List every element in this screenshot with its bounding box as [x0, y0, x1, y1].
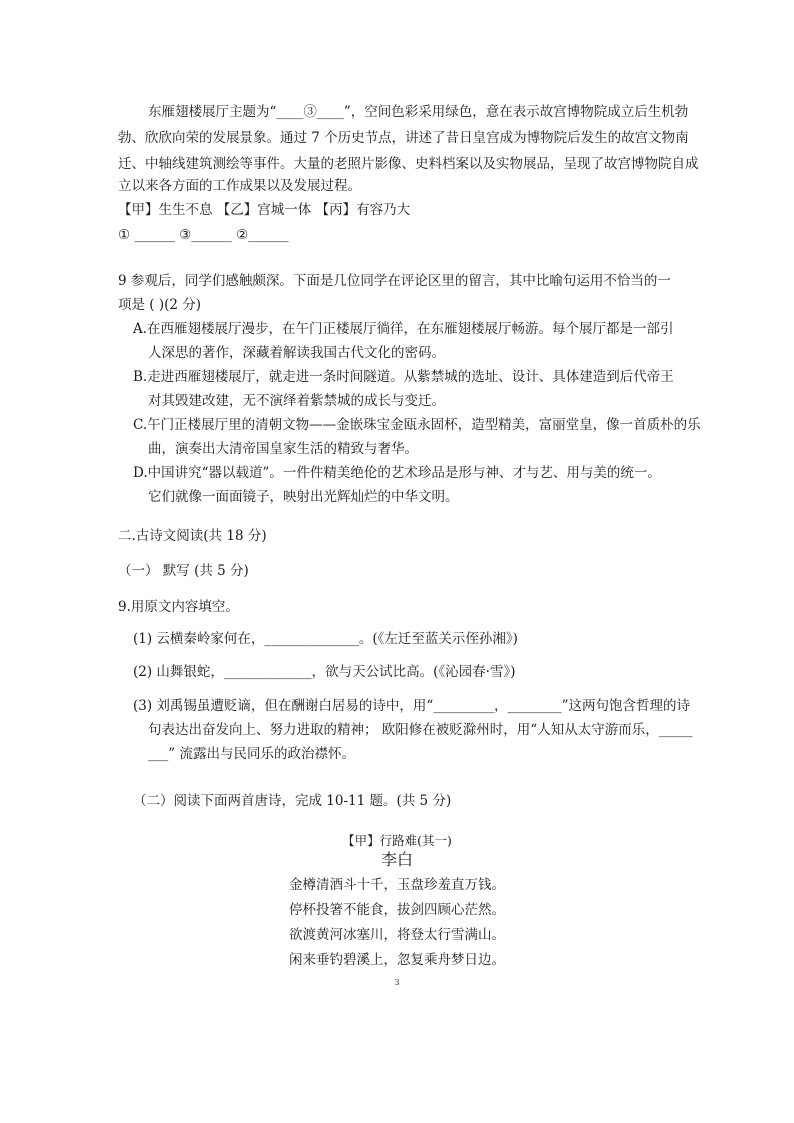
passage-line-4: 立以来各方面的工作成果以及发展过程。 [118, 178, 361, 194]
answer-blanks: ① ______ ③______ ②______ [118, 227, 289, 243]
poem-line: 金樽清酒斗十千，玉盘珍羞直万钱。 [289, 877, 505, 893]
poem-author: 李白 [380, 850, 413, 869]
q9-option-a-line-1: A.在西雁翅楼展厅漫步，在午门正楼展厅徜徉，在东雁翅楼展厅畅游。每个展厅都是一部引 [133, 321, 674, 337]
fill-item-3-line-1: (3) 刘禹锡虽遭贬谪，但在酬谢白居易的诗中，用“_________，________”这两句饱含哲理的诗 [133, 698, 690, 714]
fill-item-3-line-3: ___” 流露出与民同乐的政治襟怀。 [148, 746, 355, 762]
q9-option-d-line-1: D.中国讲究“器以载道”。一件件精美绝伦的艺术珍品是形与神、才与艺、用与美的统一。 [133, 465, 661, 481]
fill-item-3-line-2: 句表达出奋发向上、努力进取的精神； 欧阳修在被贬滁州时，用“人知从太守游而乐，_____ [148, 722, 693, 738]
passage-line-2: 勃、欣欣向荣的发展景象。通过 7 个历史节点，讲述了昔日皇宫成为博物院后发生的故宫文物南 [118, 130, 689, 146]
fill-item-2: (2) 山舞银蛇，_____________，欲与天公试比高。(《沁园春·雪》) [133, 664, 516, 680]
q9-option-a-line-2: 人深思的著作，深藏着解读我国古代文化的密码。 [148, 345, 445, 361]
q9-fill-heading: 9.用原文内容填空。 [118, 599, 239, 615]
q9-option-b-line-1: B.走进西雁翅楼展厅，就走进一条时间隧道。从紫禁城的选址、设计、具体建造到后代帝王 [133, 369, 674, 385]
q9-stem-line-1: 9 参观后，同学们感触颇深。下面是几位同学在评论区里的留言，其中比喻句运用不恰当的一 [118, 273, 671, 289]
poem-line: 闲来垂钓碧溪上，忽复乘舟梦日边。 [289, 952, 505, 968]
q9-option-b-line-2: 对其毁建改建，无不演绎着紫禁城的成长与变迁。 [148, 393, 445, 409]
poem-line: 欲渡黄河冰塞川，将登太行雪满山。 [289, 927, 505, 943]
theme-options: 【甲】生生不息 【乙】宫城一体 【丙】有容乃大 [118, 202, 411, 218]
subsection-1-heading: （一） 默写 (共 5 分) [118, 563, 249, 579]
fill-item-1: (1) 云横秦岭家何在，______________。(《左迁至蓝关示侄孙湘》) [133, 631, 518, 647]
section-2-heading: 二.古诗文阅读(共 18 分) [118, 528, 267, 544]
poem-title: 【甲】行路难(其一) [342, 833, 452, 848]
q9-stem-line-2: 项是 ( )(2 分) [118, 297, 202, 313]
poem-line: 停杯投箸不能食，拔剑四顾心茫然。 [289, 902, 505, 918]
q9-option-c-line-2: 曲，演奏出大清帝国皇家生活的精致与奢华。 [148, 441, 418, 457]
passage-line-1: 东雁翅楼展厅主题为“____③____”，空间色彩采用绿色，意在表示故宫博物院成立后生机勃 [148, 104, 689, 120]
passage-line-3: 迁、中轴线建筑测绘等事件。大量的老照片影像、史料档案以及实物展品，呈现了故宫博物院自成 [118, 156, 699, 172]
q9-option-c-line-1: C.午门正楼展厅里的清朝文物——金嵌珠宝金瓯永固杯，造型精美，富丽堂皇，像一首质朴的乐 [133, 417, 701, 433]
q9-option-d-line-2: 它们就像一面面镜子，映射出光辉灿烂的中华文明。 [148, 489, 459, 505]
subsection-2-heading: （二）阅读下面两首唐诗，完成 10-11 题。(共 5 分) [133, 793, 452, 809]
page-number: 3 [394, 978, 400, 987]
